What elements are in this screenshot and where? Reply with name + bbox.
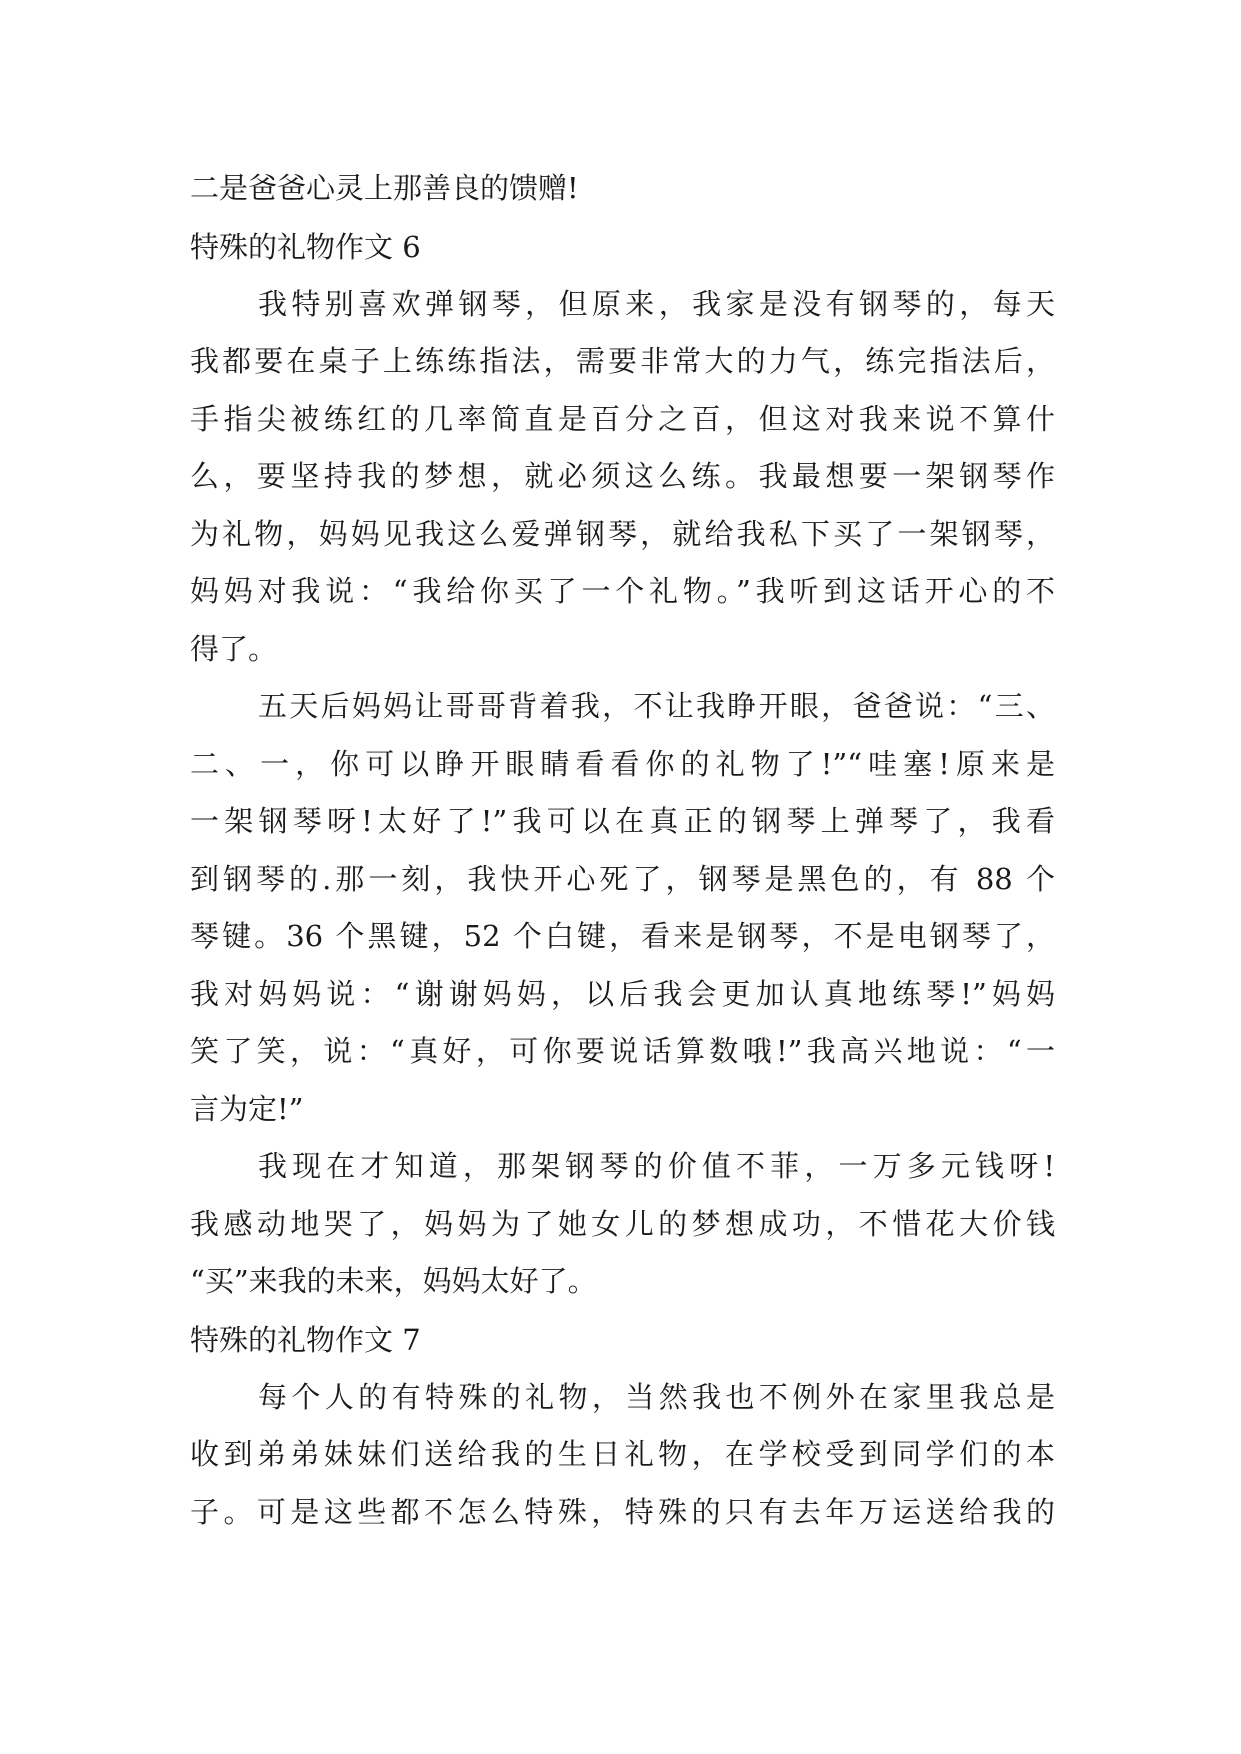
text-line: 手指尖被练红的几率简直是百分之百，但这对我来说不算什 (190, 401, 1055, 436)
text-line: 琴键。36 个黑键，52 个白键，看来是钢琴，不是电钢琴了， (190, 919, 1055, 953)
text-line: 二、一，你可以睁开眼睛看看你的礼物了!”“哇塞!原来是 (190, 746, 1055, 781)
document-page (190, 160, 1055, 1541)
text-line: “买”来我的未来，妈妈太好了。 (190, 1264, 597, 1298)
paragraph-start: 每个人的有特殊的礼物，当然我也不例外在家里我总是 (258, 1379, 1055, 1414)
text-line: 到钢琴的.那一刻，我快开心死了，钢琴是黑色的，有 88 个 (190, 861, 1055, 896)
section-heading-7: 特殊的礼物作文 7 (190, 1322, 421, 1357)
text-line: 言为定!” (190, 1091, 304, 1126)
text-line: 得了。 (190, 631, 278, 666)
section-heading-6: 特殊的礼物作文 6 (190, 229, 421, 264)
text-line: 么，要坚持我的梦想，就必须这么练。我最想要一架钢琴作 (190, 459, 1055, 493)
text-line: 我对妈妈说：“谢谢妈妈，以后我会更加认真地练琴!”妈妈 (190, 976, 1055, 1011)
text-line: 我感动地哭了，妈妈为了她女儿的梦想成功，不惜花大价钱 (190, 1206, 1055, 1241)
paragraph-start: 我现在才知道，那架钢琴的价值不菲，一万多元钱呀! (258, 1149, 1055, 1183)
text-line: 收到弟弟妹妹们送给我的生日礼物，在学校受到同学们的本 (190, 1437, 1055, 1471)
paragraph-start: 五天后妈妈让哥哥背着我，不让我睁开眼，爸爸说：“三、 (258, 689, 1055, 723)
text-line: 子。可是这些都不怎么特殊，特殊的只有去年万运送给我的 (190, 1494, 1055, 1529)
text-line: 妈妈对我说：“我给你买了一个礼物。”我听到这话开心的不 (190, 574, 1055, 608)
text-line: 我都要在桌子上练练指法，需要非常大的力气，练完指法后， (190, 344, 1055, 378)
text-line: 笑了笑，说：“真好，可你要说话算数哦!”我高兴地说：“一 (190, 1034, 1055, 1068)
text-line: 一架钢琴呀!太好了!”我可以在真正的钢琴上弹琴了，我看 (190, 804, 1055, 838)
text-line: 为礼物，妈妈见我这么爱弹钢琴，就给我私下买了一架钢琴， (190, 516, 1055, 551)
paragraph-start: 我特别喜欢弹钢琴，但原来，我家是没有钢琴的，每天 (258, 286, 1055, 321)
text-line: 二是爸爸心灵上那善良的馈赠! (190, 171, 579, 205)
